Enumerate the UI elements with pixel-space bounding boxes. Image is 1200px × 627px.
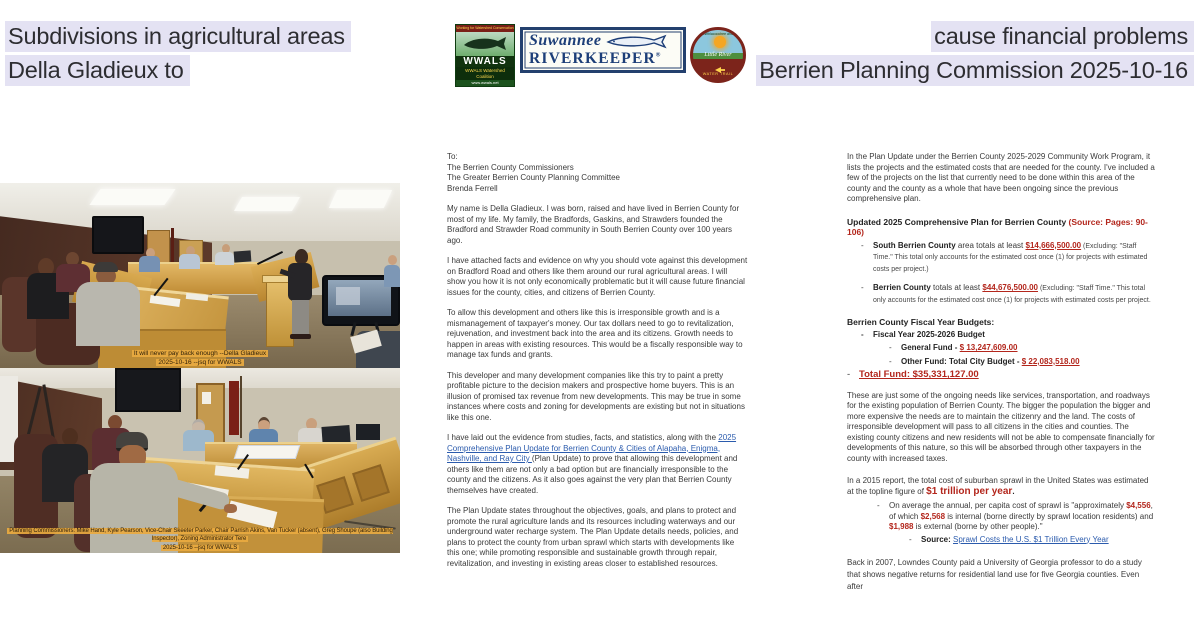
caption-text: It will never pay back enough --Della Gladieux: [133, 350, 267, 357]
title-line-1-right: [756, 19, 1194, 53]
cost-bullet-south-berrien: [861, 241, 1155, 276]
bullet-bold: South Berrien County: [873, 240, 956, 250]
wwals-org-name: WWALS Watershed Coalition: [456, 67, 514, 80]
water-trail-badge[interactable]: [690, 27, 746, 83]
amount-link[interactable]: $ 22,083,518.00: [1021, 356, 1080, 366]
flag-pole: [171, 228, 174, 265]
caption-line: [0, 359, 400, 368]
budget-label: General Fund -: [901, 343, 960, 352]
person-torso: [76, 282, 140, 346]
photo-caption: [0, 527, 400, 553]
person-hand: [224, 504, 237, 513]
lowndes-paragraph: Back in 2007, Lowndes County paid a University of Georgia professor to do a study that shows negative returns for residential land use for five Georgia counties. Even after: [847, 558, 1142, 591]
capita-amount: $2,568: [920, 511, 946, 521]
paragraph-text: .: [1012, 486, 1015, 496]
ceiling-light: [329, 190, 392, 208]
wwals-name: WWALS: [456, 56, 514, 67]
per-capita-bullet: [877, 501, 1155, 533]
caption-line: [0, 544, 400, 553]
title-text: Della Gladieux to: [5, 55, 190, 86]
cost-bullet-berrien-county: [861, 283, 1155, 306]
badge-bottom-text: WATER TRAIL: [702, 72, 734, 76]
sprawl-paragraph: [847, 476, 1155, 497]
title-text: Subdivisions in agricultural areas: [5, 21, 351, 52]
budget-label: Other Fund: Total City Budget -: [901, 356, 1022, 366]
wwals-coalition-logo[interactable]: [455, 24, 515, 87]
address-line: The Berrien County Commissioners: [447, 162, 574, 172]
speaker-head: [295, 249, 308, 264]
fish-icon: [462, 36, 508, 52]
page-title-right: [756, 19, 1194, 87]
wall-tv: [92, 216, 144, 254]
wwals-fish-scene: [456, 32, 514, 56]
budget-heading: Berrien County Fiscal Year Budgets:: [847, 317, 995, 327]
plan-update-link[interactable]: 2025 Comprehensive Plan Update for Berrien County & Cities of Alapaha, Enigma, Nashville, and Ray City: [447, 433, 737, 463]
budget-fiscal-year: - Fiscal Year 2025-2026 Budget: [861, 330, 1155, 341]
ceiling-light: [234, 197, 300, 211]
heading-text: Updated 2025 Comprehensive Plan for Berrien County: [847, 216, 1069, 227]
wall-tv: [115, 368, 181, 412]
bullet-bold: Berrien County: [873, 283, 931, 292]
letter-paragraph: This developer and many development companies like this try to paint a pretty profitable picture to the decision makers and prospective home buyers. This is an illusion of promised tax revenue from new developments. This may be true in some instances where costs and zoning for developments are existing but not in situations like this one.: [447, 370, 745, 422]
title-line-2-right: [756, 53, 1194, 87]
bullet-text: , of which: [889, 501, 1153, 521]
title-line-2-left: [5, 53, 351, 87]
budget-other-fund: [889, 357, 1155, 368]
header-logos: [455, 24, 746, 87]
speaker-torso: [288, 263, 312, 301]
letter-paragraph: [447, 433, 748, 496]
budget-general-fund: [889, 343, 1155, 354]
amount-link[interactable]: $44,676,500.00: [982, 283, 1038, 292]
budget-total-fund: [847, 370, 1155, 381]
caption-text: 2025-10-16 --jsq for WWALS: [162, 544, 238, 551]
photo-column: [0, 183, 400, 553]
address-line: To:: [447, 152, 458, 161]
riverkeeper-caps-text: RIVERKEEPER: [529, 50, 656, 67]
bullet-text: is external (borne by other people).": [913, 522, 1043, 531]
letter-paragraph: The Plan Update states throughout the objectives, goals, and plans to protect and promote the rural agriculture lands and its resources including waterways and our underground water recharge system. The Plan Update details needs, policies, and plans to protect the county from urban sprawl which starts with developments like this one; while promoting responsible and sustainable growth through repair, revitalization, and investing in existing areas closer to established resources.: [447, 506, 739, 568]
capita-amount: $1,988: [889, 522, 914, 531]
sprawl-amount: $1 trillion per year: [926, 485, 1013, 497]
letter-column: [447, 152, 748, 579]
title-line-1-left: [5, 19, 351, 53]
person-head: [388, 255, 397, 265]
registered-mark: ®: [655, 52, 661, 59]
letter-paragraph: My name is Della Gladieux. I was born, raised and have lived in Berrien County for most of my life. My family, the Bradfords, Gaskins, and Strawders founded the Bradford and Strawder Road community in South Berrien County over 100 years ago.: [447, 204, 740, 245]
title-text: cause financial problems: [931, 21, 1194, 52]
sun-icon: [714, 36, 726, 48]
bullet-text: On average the annual, per capita cost of sprawl is "approximately: [889, 501, 1127, 510]
badge-script-text: Little River: [704, 52, 732, 58]
person-torso: [384, 265, 400, 287]
letter-address: [447, 152, 748, 194]
door-notice: [202, 392, 211, 404]
caption-text: 2025-10-16 --jsq for WWALS: [158, 358, 242, 366]
bullet-fine-print: (Excluding: "Staff Time." This total only accounts for the estimated cost once (1) for projects with estimated costs per project.): [873, 242, 1148, 273]
suwannee-riverkeeper-banner[interactable]: [520, 27, 686, 73]
letter-paragraph: I have attached facts and evidence on why you should vote against this development on Bradford Road and others like them around our rural agricultural areas. I will show you how it is not only economically problematic but it will cause future financial issues for the county, cities, and citizens of Berrien County.: [447, 256, 748, 297]
budget-section: [847, 317, 1155, 381]
amount-link[interactable]: $ 13,247,609.00: [959, 343, 1018, 352]
laptop: [234, 250, 252, 262]
meeting-photo-commissioners[interactable]: [0, 368, 400, 553]
state-flag: [229, 381, 239, 435]
heading-source: (Source: Pages: 90-106): [847, 216, 1148, 237]
report-intro: In the Plan Update under the Berrien County 2025-2029 Community Work Program, it lists the projects and the estimated costs that are needed for the county. I've included a few of the projects on the list that currently need to be done within this area of the county and the county as a whole that have been ongoing since the previous comprehensive plan.: [847, 152, 1155, 203]
caption-text: Planning Commissioners: Mike Hand, Kyle Pearson, Vice-Chair Skeeter Parker, Chair Parrish Akins, Van Tucker (absent), Greg Shoupe (also Building Inspector), Zoning Administrator Tere: [9, 527, 393, 542]
report-column: [847, 152, 1155, 603]
speaker-shoes: [290, 334, 311, 339]
needs-paragraph: These are just some of the ongoing needs like services, transportation, and roadways for the existing population of Berrien County. The bigger the population the bigger and more expensive the needs are to maintain the citizenry and the land. The costs of irresponsible development will pass to all citizens in the cities and counties. The existing county citizens and new residents will not be able to compensate financially for developments of this nature, so this will be absorbed through other taxpayers in the county with increased taxes.: [847, 390, 1155, 463]
wwals-tagline: Working for Watershed Conservation: [456, 26, 514, 30]
wwals-url: www.wwals.net: [456, 80, 514, 86]
bullet-fine-print: (Excluding: "Staff Time." This total only accounts for the estimated cost once (1) for projects with estimated costs per project.: [873, 285, 1151, 304]
address-line: Brenda Ferrell: [447, 183, 498, 193]
paragraph-text: (Plan Update) to prove that allowing this development and others like them are not only a bad option but are financially irresponsible to the county and the citizens. As it also goes against the very plan that Berrien County themselves have created.: [447, 454, 738, 495]
photo-caption: [0, 350, 400, 367]
address-line: The Greater Berrien County Planning Committee: [447, 173, 620, 182]
source-row: [909, 535, 1155, 546]
speaker-legs: [292, 300, 309, 336]
person-torso: [179, 254, 200, 269]
ball-cap: [93, 262, 118, 272]
ceiling-light: [89, 189, 175, 205]
person-torso: [139, 256, 160, 272]
caption-line: [0, 527, 400, 544]
bullet-text: area totals at least: [955, 240, 1026, 250]
riverkeeper-caps-row: [529, 50, 677, 68]
amount-link[interactable]: Total Fund: $35,331,127.00: [859, 369, 979, 380]
badge-arc-text: Withlacoochee and: [703, 32, 733, 36]
caption-line: [0, 350, 400, 359]
amount-link[interactable]: $14,666,500.00: [1025, 240, 1082, 250]
title-text: Berrien Planning Commission 2025-10-16: [756, 55, 1194, 86]
flag-pole: [240, 376, 242, 438]
bullet-text: is internal (borne directly by sprawl location residents) and: [945, 511, 1154, 521]
paragraph-text: I have laid out the evidence from studies, facts, and statistics, along with the: [447, 433, 719, 442]
sturgeon-icon: [606, 34, 668, 49]
page-title-left: [5, 19, 351, 87]
capita-amount: $4,556: [1126, 501, 1151, 510]
paragraph-text: In a 2015 report, the total cost of suburban sprawl in the United States was estimated at the topline figure of: [847, 476, 1149, 496]
source-label: Source:: [921, 534, 954, 544]
letter-paragraph: To allow this development and others like this is irresponsible growth and is a mismanagement of taxpayer's money. Our tax dollars need to go to revitalization, rejuvenation, and investment back into the area and its citizens. Growth needs to happen in areas with existing resources. This would be a fiscally responsible way to manage tax funds and grants.: [447, 308, 743, 359]
display-screen-detail: [336, 287, 360, 305]
riverkeeper-script-text: Suwannee: [529, 32, 602, 49]
desk-monitor: [356, 424, 380, 440]
sprawl-costs-link[interactable]: Sprawl Costs the U.S. $1 Trillion Every Year: [953, 534, 1109, 544]
plan-heading: [847, 217, 1155, 238]
bullet-text: totals at least: [930, 283, 983, 292]
meeting-photo-speaker[interactable]: [0, 183, 400, 368]
riverkeeper-script-row: [529, 32, 677, 50]
person-torso: [215, 252, 234, 265]
